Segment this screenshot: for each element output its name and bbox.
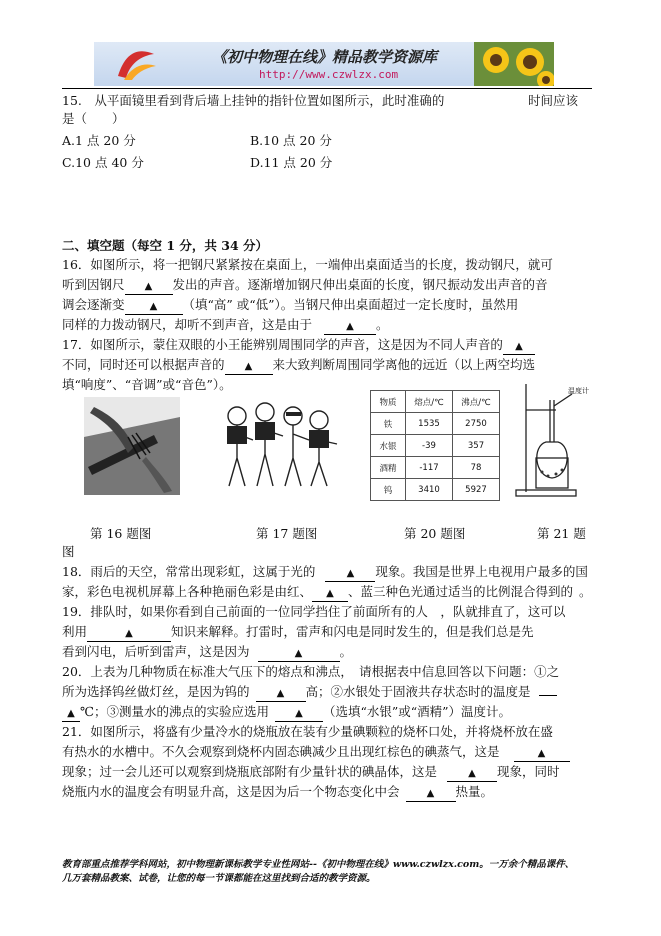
table-cell: 5927 (453, 479, 500, 501)
text: 利用 (62, 624, 88, 639)
text: 听到因钢尺 (62, 277, 125, 292)
thermometer-label: 温度计 (568, 387, 589, 395)
table-cell: -39 (406, 435, 453, 457)
q16-line1: 16．如图所示，将一把钢尺紧紧按在桌面上，一端伸出桌面适当的长度，拨动钢尺，就可 (62, 257, 553, 272)
banner-title: 《初中物理在线》精品教学资源库 (212, 48, 438, 66)
text: 热量。 (455, 784, 494, 799)
caption-fig16: 第 16 题图 (90, 526, 152, 541)
text: 有热水的水槽中。不久会观察到烧杯内固态碘减少且出现红棕色的碘蒸气，这是 (62, 744, 500, 759)
text: 高；②水银处于固液共存状态时的温度是 (305, 684, 531, 699)
q15-option-b: B.10 点 20 分 (250, 133, 332, 148)
q19-line3 (62, 643, 352, 662)
melting-point-table (370, 390, 500, 501)
q21-line2 (62, 743, 570, 762)
text: 家，彩色电视机屏幕上各种艳丽色彩是由红、 (62, 584, 313, 599)
text: （选填“水银”或“酒精”）温度计。 (322, 704, 512, 719)
answer-blank[interactable]: ▲ (324, 320, 376, 335)
header-banner (94, 42, 554, 86)
q16-line3 (62, 296, 518, 315)
answer-blank[interactable]: ▲ (325, 567, 375, 582)
text: 知识来解释。打雷时，雷声和闪电是同时发生的，但是我们总是先 (171, 624, 534, 639)
text: 调会逐渐变 (62, 297, 125, 312)
table-row (371, 435, 500, 457)
text: 现象；过一会儿还可以观察到烧瓶底部附有少量针状的碘晶体，这是 (62, 764, 438, 779)
table-cell: 3410 (406, 479, 453, 501)
q21-line1: 21．如图所示，将盛有少量冷水的烧瓶放在装有少量碘颗粒的烧杯口处，并将烧杯放在盛 (62, 724, 553, 739)
answer-blank[interactable]: ▲ (503, 340, 535, 355)
text: 不同，同时还可以根据声音的 (62, 357, 225, 372)
table-cell: -117 (406, 457, 453, 479)
section-heading: 二、填空题（每空 1 分，共 34 分） (62, 238, 269, 253)
table-cell: 水银 (371, 435, 406, 457)
q18-line2 (62, 583, 592, 602)
answer-blank[interactable]: ▲ (62, 707, 80, 722)
logo-icon (114, 46, 158, 82)
table-row (371, 457, 500, 479)
text: 、蓝三种色光通过适当的比例混合得到的 (348, 584, 574, 599)
q20-line3 (62, 703, 511, 722)
flask-figure (512, 380, 604, 498)
q17-line3: 填“响度”、“音调”或“音色”）。 (62, 377, 232, 392)
footer-line1: 教育部重点推荐学科网站，初中物理新课标教学专业性网站--《初中物理在线》www.czwlzx.com。一万余个精品课件、 (62, 859, 575, 870)
q18-line1 (62, 563, 588, 582)
q20-line1: 20．上表为几种物质在标准大气压下的熔点和沸点， 请根据表中信息回答以下问题：①之 (62, 664, 560, 679)
text: 。 (376, 317, 389, 332)
text: 烧瓶内水的温度会有明显升高，这是因为后一个物态变化中会 (62, 784, 400, 799)
caption-fig20: 第 20 题图 (404, 526, 466, 541)
q17-line2 (62, 356, 535, 375)
text: 。 (579, 584, 592, 599)
q15-option-c: C.10 点 40 分 (62, 155, 144, 170)
text: 来大致判断周围同学离他的远近（以上两空均选 (272, 357, 536, 372)
caption-tail: 图 (62, 544, 75, 559)
answer-blank[interactable]: ▲ (125, 280, 173, 295)
table-cell: 1535 (406, 413, 453, 435)
q15-line1 (62, 92, 444, 110)
table-cell: 78 (453, 457, 500, 479)
table-row (371, 413, 500, 435)
answer-blank[interactable]: ▲ (87, 627, 171, 642)
q15-line1-right: 时间应该 (528, 93, 579, 108)
answer-blank[interactable]: ▲ (125, 300, 183, 315)
q21-line3 (62, 763, 560, 782)
answer-blank[interactable]: ▲ (406, 787, 456, 802)
q17-line1 (62, 336, 535, 355)
text: 。 (339, 644, 353, 659)
table-row (371, 479, 500, 501)
table-cell: 铁 (371, 413, 406, 435)
answer-blank[interactable]: ▲ (258, 647, 340, 662)
q15-option-d: D.11 点 20 分 (250, 155, 333, 170)
q15-option-a: A.1 点 20 分 (62, 133, 136, 148)
text: 看到闪电，后听到雷声，这是因为 (62, 644, 250, 659)
sunflower-image (474, 42, 554, 86)
ruler-figure (84, 397, 180, 495)
text: 所为选择钨丝做灯丝，是因为钨的 (62, 684, 250, 699)
table-header-row (371, 391, 500, 413)
table-cell: 酒精 (371, 457, 406, 479)
q16-line4 (62, 316, 389, 335)
caption-fig21: 第 21 题 (537, 526, 586, 541)
answer-blank[interactable]: ▲ (275, 707, 323, 722)
q15-text: 15. 从平面镜里看到背后墙上挂钟的指针位置如图所示，此时准确的 (62, 93, 445, 108)
blindfold-figure (213, 400, 343, 492)
q19-line1: 19．排队时，如果你看到自己前面的一位同学挡住了前面所有的人 ，队就排直了，这可以 (62, 604, 566, 619)
text: 同样的力拨动钢尺，却听不到声音，这是由于 (62, 317, 313, 332)
answer-blank[interactable]: ▲ (447, 767, 497, 782)
q16-line2 (62, 276, 548, 295)
q15-line2: 是（ ） (62, 111, 125, 126)
footer-line2: 几万套精品教案、试卷，让您的每一节课都能在这里找到合适的教学资源。 (62, 873, 376, 884)
banner-url: http://www.czwlzx.com (259, 68, 399, 81)
table-header: 物质 (371, 391, 406, 413)
q21-line4 (62, 783, 493, 802)
answer-blank-start[interactable] (539, 695, 557, 696)
table-header: 沸点/℃ (453, 391, 500, 413)
text: （填“高” 或“低”）。当钢尺伸出桌面超过一定长度时，虽然用 (182, 297, 519, 312)
text: 18．雨后的天空，常常出现彩虹，这属于光的 (62, 564, 316, 579)
table-cell: 357 (453, 435, 500, 457)
text: 发出的声音。逐渐增加钢尺伸出桌面的长度，钢尺振动发出声音的音 (172, 277, 548, 292)
table-cell: 钨 (371, 479, 406, 501)
q19-line2 (62, 623, 534, 642)
flask-drawing (512, 380, 604, 498)
page-footer (62, 858, 602, 886)
text: ℃；③测量水的沸点的实验应选用 (80, 704, 269, 719)
answer-blank[interactable]: ▲ (312, 587, 348, 602)
text: 现象。我国是世界上电视用户最多的国 (375, 564, 588, 579)
text: 现象，同时 (497, 764, 560, 779)
table-header: 熔点/℃ (406, 391, 453, 413)
answer-blank[interactable]: ▲ (514, 747, 570, 762)
table-cell: 2750 (453, 413, 500, 435)
answer-blank[interactable]: ▲ (225, 360, 273, 375)
text: 17．如图所示，蒙住双眼的小王能辨别周围同学的声音，这是因为不同人声音的 (62, 337, 503, 352)
header-rule (62, 88, 592, 89)
answer-blank[interactable]: ▲ (256, 687, 306, 702)
caption-fig17: 第 17 题图 (256, 526, 318, 541)
q20-line2 (62, 683, 557, 702)
